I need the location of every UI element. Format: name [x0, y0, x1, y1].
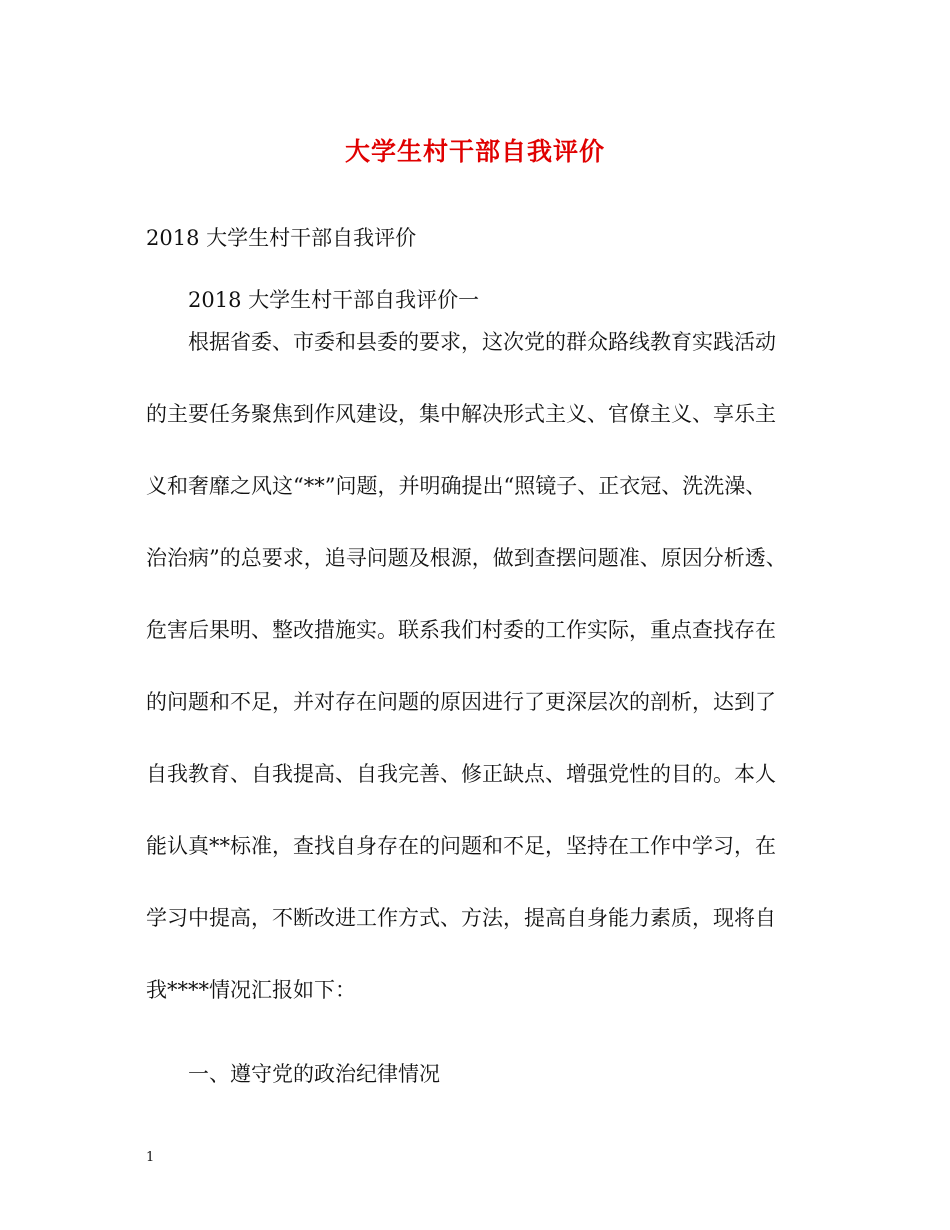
- paragraph-line: 的问题和不足，并对存在问题的原因进行了更深层次的剖析，达到了: [146, 690, 776, 714]
- paragraph-line: 学习中提高，不断改进工作方式、方法，提高自身能力素质，现将自: [146, 906, 776, 930]
- section-heading-1: 一、遵守党的政治纪律情况: [188, 1062, 440, 1086]
- page-number: 1: [146, 1150, 155, 1165]
- paragraph-line: 自我教育、自我提高、自我完善、修正缺点、增强党性的目的。本人: [146, 762, 776, 786]
- paragraph-line: 能认真**标准，查找自身存在的问题和不足，坚持在工作中学习，在: [146, 834, 776, 858]
- section-heading: 2018 大学生村干部自我评价一: [188, 288, 480, 312]
- document-title: 大学生村干部自我评价: [344, 137, 605, 166]
- paragraph-line: 义和奢靡之风这“**”问题，并明确提出“照镜子、正衣冠、洗洗澡、: [146, 474, 767, 498]
- paragraph-line: 的主要任务聚焦到作风建设，集中解决形式主义、官僚主义、享乐主: [146, 402, 776, 426]
- paragraph-line: 危害后果明、整改措施实。联系我们村委的工作实际，重点查找存在: [146, 618, 776, 642]
- document-subtitle: 2018 大学生村干部自我评价: [146, 226, 417, 250]
- paragraph-line: 根据省委、市委和县委的要求，这次党的群众路线教育实践活动: [188, 330, 776, 354]
- paragraph-line: 治治病”的总要求，追寻问题及根源，做到查摆问题准、原因分析透、: [146, 546, 787, 570]
- paragraph-line: 我****情况汇报如下：: [146, 978, 356, 1002]
